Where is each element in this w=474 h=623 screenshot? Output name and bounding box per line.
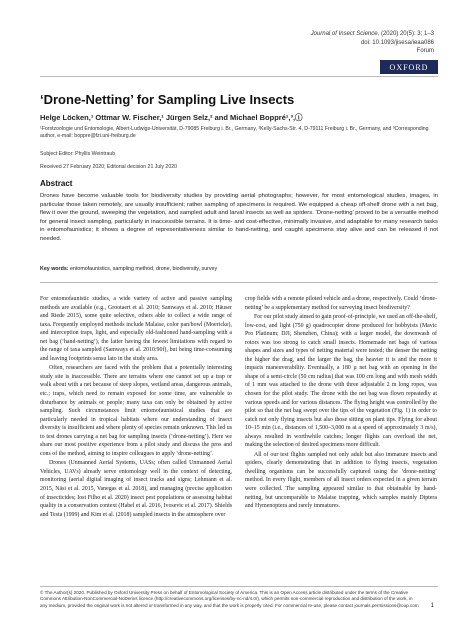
article-title: ‘Drone-Netting’ for Sampling Live Insects [40,92,295,107]
body-column-right [245,295,437,511]
journal-section: Forum [416,48,434,54]
body-paragraph: Often, researchers are faced with the problem that a potentially interesting study site is inaccessible. There are terrains where one cannot set up a trap or walk about with a net because of steep slopes, wetland areas, dangerous animals, etc.; traps, which need to remain exposed for some time, are vulnerable to disturbance by animals or people; many taxa can only be obtained by active sampling. Such circumstances limit entomofaunistical studies that are particularly needed in tropical habitats where our understanding of insect diversity is insufficient and where plenty of species remain unknown. This led us to test drones carrying a net bag for sampling insects (‘drone-netting’). Here we share our most positive experience from a pilot study and discuss the pros and cons of the method, aiming to inspire colleagues to apply ‘drone-netting’. [40,365,232,457]
body-paragraph: crop fields with a remote piloted vehicle and a drone, respectively. Could ‘drone-netting’ be a supplementary method for surveying insect biodiversity? [245,296,437,311]
abstract-divider [40,282,438,283]
keywords-list: entomofaunistics, sampling method, drone, biodiversity, survey [70,266,218,272]
body-column-left [40,295,232,519]
journal-doi[interactable]: doi: 10.1093/jisesa/ieaa086 [360,39,434,46]
keywords [40,266,438,272]
body-paragraph: All of our test flights sampled not only adult but also immature insects and spiders, clearly demonstrating that in addition to flying insects, vegetation dwelling organisms can be successfully captured using the ‘drone-netting’ method. In every flight, members of all insect orders expected in a given terrain were collected. The sampling appeared similar to that obtainable by hand-netting, but uncomparable to Malaise trapping, which samples mainly Diptera and Hymenoptera and rarely immatures. [245,451,437,510]
article-affiliations: ¹Forstzoologie und Entomologie, Albert-Ludwigs-Universität, D-79085 Freiburg i. Br., Germany, ²Kelly-Sachs-Str. 4, D-79111 Freiburg i. Br., Germany, and ³Corresponding author, e-mail: boppre@fzi.uni-freiburg.de [40,126,429,139]
body-paragraph: Drones (Unmanned Aerial Systems, UASs; often called Unmanned Aerial Vehicles, UAVs) already serve entomology well in the context of detecting, monitoring (aerial digital imaging of insect tracks and signs; Lehmann et al. 2015, Näsi et al. 2015, Vanegas et al. 2018), and managing (precise application of insecticides; Iost Filho et al. 2020) insect pest populations or assessing habitat quality in a conservation context (Habel et al. 2016, Ivosevic et al. 2017). Shields and Testa (1999) and Kim et al. (2018) sampled insects in the atmosphere over [40,460,232,518]
journal-name: Journal of Insect Science, [310,31,380,37]
footer-divider [40,586,438,587]
body-paragraph: For entomofaunistic studies, a wide variety of active and passive sampling methods are available (e.g., Grootaert et al. 2010; Samways et al. 2010; Häuser and Riede 2015), some quite selective, others able to collect a wide range of taxa. Frequently employed methods include Malaise, color pan/bowl (Moericke), and interception traps, light, and especially old-fashioned hand-sampling with a net bag (‘hand-netting’), the latter having the fewest limitations with regard to the range of taxa sampled (Samways et al. 2010:90f), but being time-consuming and leaving footprints sensu lato in the study area. [40,296,232,362]
journal-info [311,30,434,56]
journal-volume: (2020) 20(5): 3; 1–3 [380,31,434,37]
subject-editor: Subject Editor: Phyllis Weintraub [40,151,116,157]
received-dates: Received 27 February 2020; Editorial decision 21 July 2020 [40,164,177,170]
license-footer: © The Author(s) 2020. Published by Oxford University Press on behalf of Entomological Society of America. This is an Open Access article distributed under the terms of the Creative Commons Attribution-NonCommercial-NoDerivs licence (http://creativecommons.org/licenses/by-nc-nd/4.0/), which permits non-commercial reproduction and distribution of the work, in any medium, provided the original work is not altered or transformed in any way, and that the work is properly cited. For commercial re-use, please contact journals.permissions@oup.com [40,590,419,608]
keywords-label: Key words: [40,266,69,272]
page-number: 1 [430,603,434,609]
article-authors: Helge Löcken,¹ Ottmar W. Fischer,¹ Jürgen Selz,² and Michael Boppré¹,³,ⓘ [40,113,303,122]
abstract-heading: Abstract [40,179,73,188]
header-divider [40,76,438,77]
oxford-logo: OXFORD [380,60,438,74]
abstract-text: Drones have become valuable tools for biodiversity studies by providing aerial photographs; however, for most entomological studies, images, in particular those taken remotely, are usually insufficient; rather sampling of specimens is required. We equipped a cheap off-shelf drone with a net bag, flew it over the ground, sweeping the vegetation, and sampled adult and larval insects as well as spiders. ‘Drone-netting’ proved to be a versatile method for general insect sampling, particularly in inaccessible terrains. It is time- and cost-effective, minimally invasive, and adaptable for many research tasks in entomofaunistics; it shows a degree of representativeness similar to hand-netting, and caught specimens stay alive and can be released if not needed. [40,193,438,242]
body-paragraph: For our pilot study aimed to gain proof-of-principle, we used an off-the-shelf, low-cost, and light (750 g) quadrocopter drone produced for hobbyists (Mavic Pro Platinum; DJI, Shenzhen, China); with a larger model, the downwash of rotors was too strong to catch small insects. Homemade net bags of various shapes and sizes and types of netting material were tested; the denser the netting the higher the drag, and the larger the bag, the heavier it is and the more it impacts maneuverability. Eventually, a 180 µ net bag with an opening in the shape of a semi-circle (50 cm radius) that was 100 cm long and with mesh width of 1 mm was attached to the drone with three adjustable 2 m long ropes, was chosen for the pilot study. The drone with the net bag was flown repeatedly at various speeds and for various distances. The flying height was controlled by the pilot so that the net bag swept over the tips of the vegetation (Fig. 1) in order to catch not only flying insects but also those sitting on plant tips. Flying for about 10–15 min (i.e., distances of 1,500–3,000 m at a speed of approximately 3 m/s), always resulted in worthwhile catches; longer flights can overload the net, making the selection of desired specimens more difficult. [245,314,437,449]
